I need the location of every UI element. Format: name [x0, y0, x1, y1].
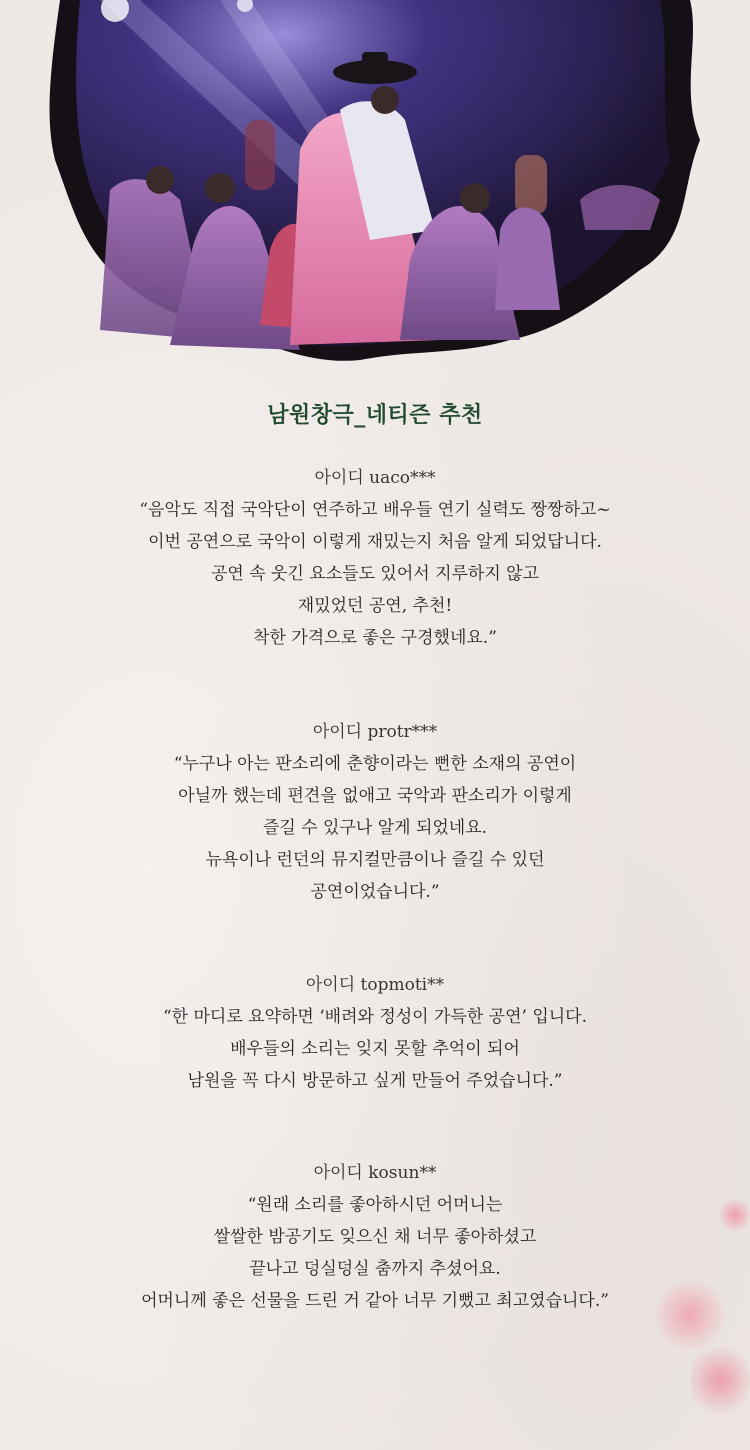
reviewer-id: 아이디 topmoti**	[305, 975, 445, 995]
hero-performance-image	[40, 0, 700, 370]
review-line: 재밌었던 공연, 추천!	[297, 596, 453, 616]
review-line: “한 마디로 요약하면 ‘배려와 정성이 가득한 공연’ 입니다.	[162, 1007, 587, 1027]
review-line: 뉴욕이나 런던의 뮤지컬만큼이나 즐길 수 있던	[205, 850, 545, 870]
reviewer-id: 아이디 kosun**	[313, 1163, 437, 1183]
review-1	[0, 463, 750, 654]
review-line: 배우들의 소리는 잊지 못할 추억이 되어	[230, 1039, 520, 1059]
review-line: 남원을 꼭 다시 방문하고 싶게 만들어 주었습니다.”	[187, 1071, 563, 1091]
review-line: 공연이었습니다.”	[310, 882, 440, 902]
review-line: 어머니께 좋은 선물을 드린 거 같아 너무 기뻤고 최고였습니다.”	[141, 1291, 609, 1311]
review-line: “누구나 아는 판소리에 춘향이라는 뻔한 소재의 공연이	[173, 754, 577, 774]
review-line: 공연 속 웃긴 요소들도 있어서 지루하지 않고	[210, 564, 540, 584]
review-4	[0, 1158, 750, 1317]
review-2	[0, 717, 750, 908]
review-line: 착한 가격으로 좋은 구경했네요.”	[253, 628, 497, 648]
review-line: 쌀쌀한 밤공기도 잊으신 채 너무 좋아하셨고	[213, 1227, 537, 1247]
blossom-decoration	[690, 1340, 750, 1420]
review-line: “원래 소리를 좋아하시던 어머니는	[247, 1195, 503, 1215]
review-line: 이번 공연으로 국악이 이렇게 재밌는지 처음 알게 되었답니다.	[148, 532, 602, 552]
review-3	[0, 970, 750, 1097]
review-line: 끝나고 덩실덩실 춤까지 추셨어요.	[249, 1259, 501, 1279]
review-line: 아닐까 했는데 편견을 없애고 국악과 판소리가 이렇게	[178, 786, 572, 806]
reviewer-id: 아이디 protr***	[312, 722, 438, 742]
section-title: 남원창극_네티즌 추천	[267, 403, 483, 428]
blossom-decoration	[720, 1195, 750, 1235]
review-line: 즐길 수 있구나 알게 되었네요.	[262, 818, 488, 838]
review-line: “음악도 직접 국악단이 연주하고 배우들 연기 실력도 짱짱하고~	[139, 500, 611, 520]
reviewer-id: 아이디 uaco***	[314, 468, 436, 488]
